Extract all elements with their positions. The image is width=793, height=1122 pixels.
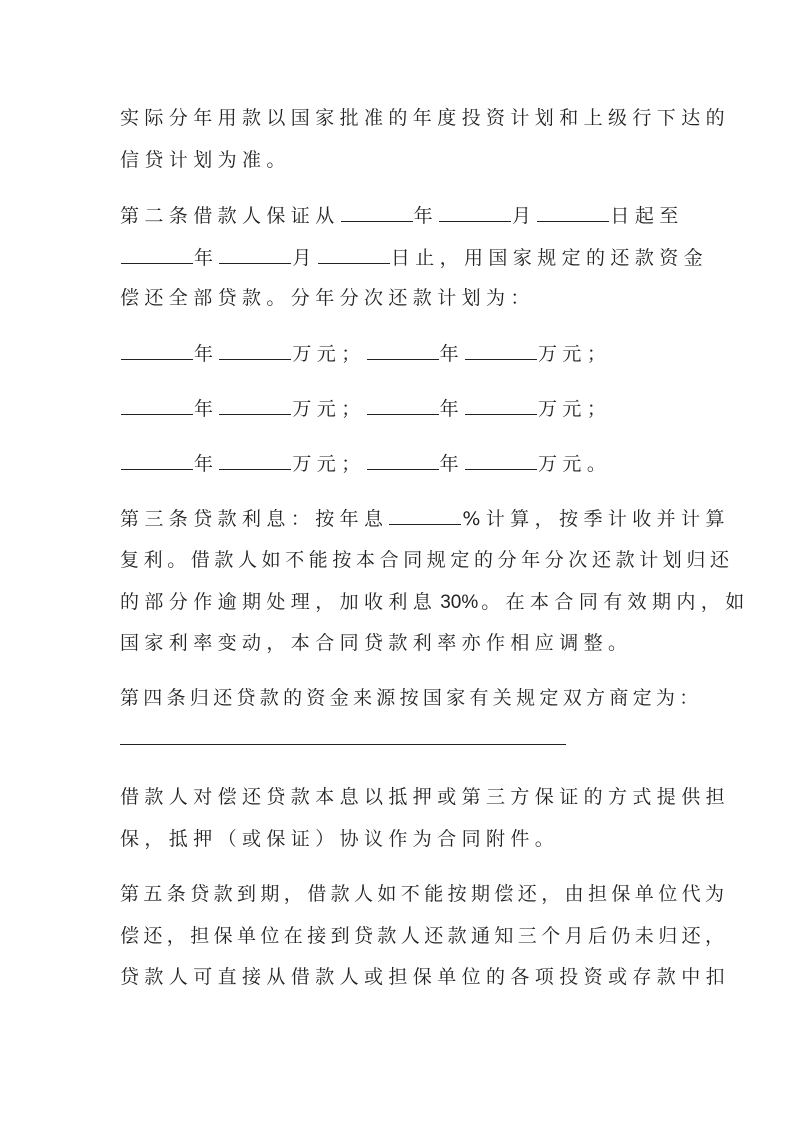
schedule-row xyxy=(120,341,676,366)
year-label: 年 xyxy=(194,247,219,269)
schedule-row xyxy=(120,451,676,476)
blank-field[interactable] xyxy=(439,203,511,222)
amount-label: 万元； xyxy=(538,343,612,365)
year-label: 年 xyxy=(439,453,465,475)
year-label: 年 xyxy=(439,398,465,420)
blank-field[interactable] xyxy=(367,341,439,360)
schedule-row xyxy=(120,396,676,421)
blank-field[interactable] xyxy=(341,203,413,222)
text-segment: 。在本合同有效期内，如 xyxy=(481,591,750,613)
blank-field[interactable] xyxy=(121,341,193,360)
blank-field[interactable] xyxy=(219,451,291,470)
from-suffix: 日起至 xyxy=(610,205,684,227)
year-label: 年 xyxy=(413,205,439,227)
blank-field[interactable] xyxy=(318,245,390,264)
interest-rate-blank[interactable] xyxy=(389,506,461,525)
amount-label: 万元； xyxy=(538,398,612,420)
amount-label: 万元； xyxy=(292,398,366,420)
blank-field[interactable] xyxy=(465,396,537,415)
paragraph-line: 复利。借款人如不能按本合同规定的分年分次还款计划归还 xyxy=(120,549,734,571)
blank-field[interactable] xyxy=(219,341,291,360)
paragraph-line: 偿还，担保单位在接到贷款人还款通知三个月后仍未归还， xyxy=(120,925,729,947)
paragraph-line: 偿还全部贷款。分年分次还款计划为： xyxy=(120,287,535,309)
amount-label: 万元； xyxy=(292,343,366,365)
blank-field[interactable] xyxy=(367,396,439,415)
blank-field[interactable] xyxy=(219,245,291,264)
penalty-rate: 30% xyxy=(440,592,479,613)
article-3-suffix: %计算，按季计收并计算 xyxy=(462,508,730,530)
year-label: 年 xyxy=(194,453,219,475)
paragraph-line: 保，抵押（或保证）协议作为合同附件。 xyxy=(120,828,560,850)
year-label: 年 xyxy=(194,343,219,365)
paragraph-line: 借款人对偿还贷款本息以抵押或第三方保证的方式提供担 xyxy=(120,786,731,808)
month-label: 月 xyxy=(292,247,317,269)
paragraph-line: 第五条贷款到期，借款人如不能按期偿还，由担保单位代为 xyxy=(120,883,729,905)
month-label: 月 xyxy=(512,205,537,227)
blank-field[interactable] xyxy=(465,451,537,470)
blank-field[interactable] xyxy=(537,203,609,222)
blank-field[interactable] xyxy=(121,396,193,415)
blank-field[interactable] xyxy=(121,451,193,470)
paragraph-line: 信贷计划为准。 xyxy=(120,149,291,171)
amount-label: 万元。 xyxy=(538,453,612,475)
article-3-line-1 xyxy=(120,506,730,531)
article-3-prefix: 第三条贷款利息：按年息 xyxy=(120,508,389,530)
article-2-line-1 xyxy=(120,203,684,228)
text-segment: 的部分作逾期处理，加收利息 xyxy=(120,591,438,613)
paragraph-line: 实际分年用款以国家批准的年度投资计划和上级行下达的 xyxy=(120,107,731,129)
paragraph-line: 第四条归还贷款的资金来源按国家有关规定双方商定为： xyxy=(120,687,703,709)
year-label: 年 xyxy=(194,398,219,420)
article-2-prefix: 第二条借款人保证从 xyxy=(120,205,340,227)
paragraph-line: 贷款人可直接从借款人或担保单位的各项投资或存款中扣 xyxy=(120,966,731,988)
paragraph-line: 国家利率变动，本合同贷款利率亦作相应调整。 xyxy=(120,632,633,654)
article-2-line-2 xyxy=(120,245,709,270)
until-text: 日止，用国家规定的还款资金 xyxy=(390,247,709,269)
blank-field[interactable] xyxy=(121,245,193,264)
article-3-line-3 xyxy=(120,590,750,615)
blank-field[interactable] xyxy=(219,396,291,415)
amount-label: 万元； xyxy=(292,453,366,475)
year-label: 年 xyxy=(439,343,465,365)
blank-field[interactable] xyxy=(367,451,439,470)
blank-field[interactable] xyxy=(465,341,537,360)
fund-source-blank[interactable] xyxy=(120,744,566,745)
